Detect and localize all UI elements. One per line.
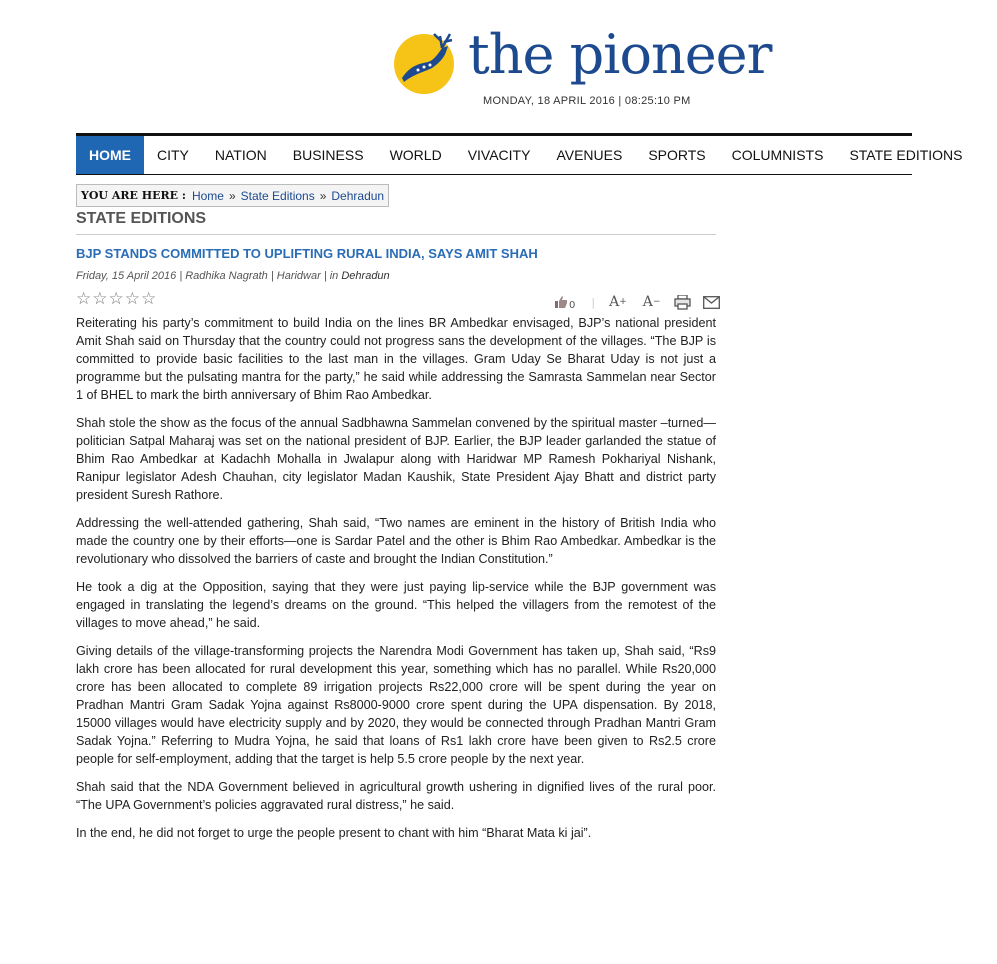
logo-text: the pioneer	[468, 23, 772, 86]
font-decrease-icon[interactable]: A −	[642, 294, 661, 310]
site-logo[interactable]	[392, 22, 772, 92]
main-nav	[76, 133, 963, 175]
nav-city[interactable]: CITY	[157, 147, 189, 163]
breadcrumb-home[interactable]: Home	[191, 188, 224, 203]
article-paragraph: Shah stole the show as the focus of the annual Sadbhawna Sammelan convened by the spiritual master –turned—politician Satpal Maharaj was set on the national president of BJP. Earlier, the BJP leader garlanded the statue of Bhim Rao Ambedkar at Kadachh Mohalla in Jwalapur along with Haridwar MP Ramesh Pokhariyal Nishank, Ranipur legislator Adesh Chauhan, city legislator Madan Kaushik, State President Ajay Bhatt and district party president Suresh Rathore.	[76, 416, 716, 502]
like-count: 0	[569, 299, 576, 311]
article-headline[interactable]: BJP STANDS COMMITTED TO UPLIFTING RURAL INDIA, SAYS AMIT SHAH	[76, 246, 538, 261]
article-paragraph: Addressing the well-attended gathering, Shah said, “Two names are eminent in the history of British India who made the country one by their efforts—one is Sardar Patel and the other is Bhim Rao Ambedkar. Ambedkar is the revolutionary who dissolved the barriers of caste and brought the Indian Constitution.”	[76, 516, 716, 566]
nav-sports[interactable]: SPORTS	[648, 147, 706, 163]
breadcrumb	[76, 184, 389, 207]
section-title: STATE EDITIONS	[76, 210, 716, 235]
nav-columnists[interactable]: COLUMNISTS	[731, 147, 824, 163]
star-icon[interactable]: ☆	[92, 289, 108, 309]
nav-state-editions[interactable]: STATE EDITIONS	[849, 147, 963, 163]
article-paragraph: Shah said that the NDA Government believed in agricultural growth ushering in dignified lives of the rural poor. “The UPA Government’s policies aggravated rural distress,” he said.	[76, 780, 716, 812]
star-icon[interactable]: ☆	[124, 289, 140, 309]
article-tools	[553, 290, 720, 314]
nav-avenues[interactable]: AVENUES	[556, 147, 623, 163]
nav-nation[interactable]: NATION	[214, 147, 267, 163]
email-icon[interactable]	[703, 293, 720, 311]
font-increase-icon[interactable]: A +	[609, 294, 627, 310]
nav-business[interactable]: BUSINESS	[292, 147, 364, 163]
breadcrumb-label: YOU ARE HERE :	[81, 189, 186, 202]
star-icon[interactable]: ☆	[141, 289, 157, 309]
nav-home[interactable]: HOME	[76, 136, 144, 174]
print-icon[interactable]	[674, 293, 691, 311]
separator-icon: |	[591, 295, 596, 309]
breadcrumb-separator: »	[228, 188, 236, 203]
article-location-link[interactable]: Dehradun	[341, 270, 390, 282]
deer-emblem-icon	[392, 26, 462, 96]
date-time: MONDAY, 18 APRIL 2016 | 08:25:10 PM	[483, 95, 691, 107]
breadcrumb-dehradun[interactable]: Dehradun	[331, 188, 385, 203]
star-icon[interactable]: ☆	[76, 289, 92, 309]
article-meta-text: Friday, 15 April 2016 | Radhika Nagrath | Haridwar | in	[76, 270, 342, 282]
nav-vivacity[interactable]: VIVACITY	[467, 147, 531, 163]
article-paragraph: He took a dig at the Opposition, saying that they were just paying lip-service while the BJP government was engaged in translating the legend’s dreams on the ground. “This helped the villagers from the remotest of the villages to move ahead,” he said.	[76, 580, 716, 630]
article-meta	[76, 270, 390, 282]
article-paragraph: In the end, he did not forget to urge the people present to chant with him “Bharat Mata ki jai”.	[76, 826, 592, 840]
like-icon[interactable]	[553, 293, 569, 311]
article-paragraph: Reiterating his party’s commitment to build India on the lines BR Ambedkar envisaged, BJP’s national president Amit Shah said on Thursday that the country could not progress sans the development of the villages. “The BJP is committed to provide basic facilities to the last man in the villages. Gram Uday Se Bharat Uday is not just a programme but the pulsating mantra for the party,” he said while addressing the Samrasta Sammelan near Sector 1 of BHEL to mark the birth anniversary of Bhim Rao Ambedkar.	[76, 316, 716, 402]
rating-stars	[76, 290, 156, 308]
breadcrumb-separator: »	[319, 188, 327, 203]
star-icon[interactable]: ☆	[108, 289, 124, 309]
article-paragraph: Giving details of the village-transforming projects the Narendra Modi Government has taken up, Shah said, “Rs9 lakh crore has been allocated for rural development this year, something which has no parallel. While Rs20,000 crore has been allocated to complete 89 irrigation projects Rs22,000 crore will be spent during the year on Pradhan Mantri Gram Sadak Yojna against Rs8000-9000 crore spent during the UPA dispensation. By 2018, 15000 villages would have electricity supply and by 2020, they would be connected through Pradhan Mantri Gram Sadak Yojna.” Referring to Mudra Yojna, he said that loans of Rs1 lakh crore have been given to Rs2.5 crore people for self-employment, adding that the target is help 5.5 crore people by the next year.	[76, 644, 716, 766]
nav-world[interactable]: WORLD	[389, 147, 442, 163]
article-body	[76, 314, 716, 852]
breadcrumb-state-editions[interactable]: State Editions	[240, 188, 315, 203]
